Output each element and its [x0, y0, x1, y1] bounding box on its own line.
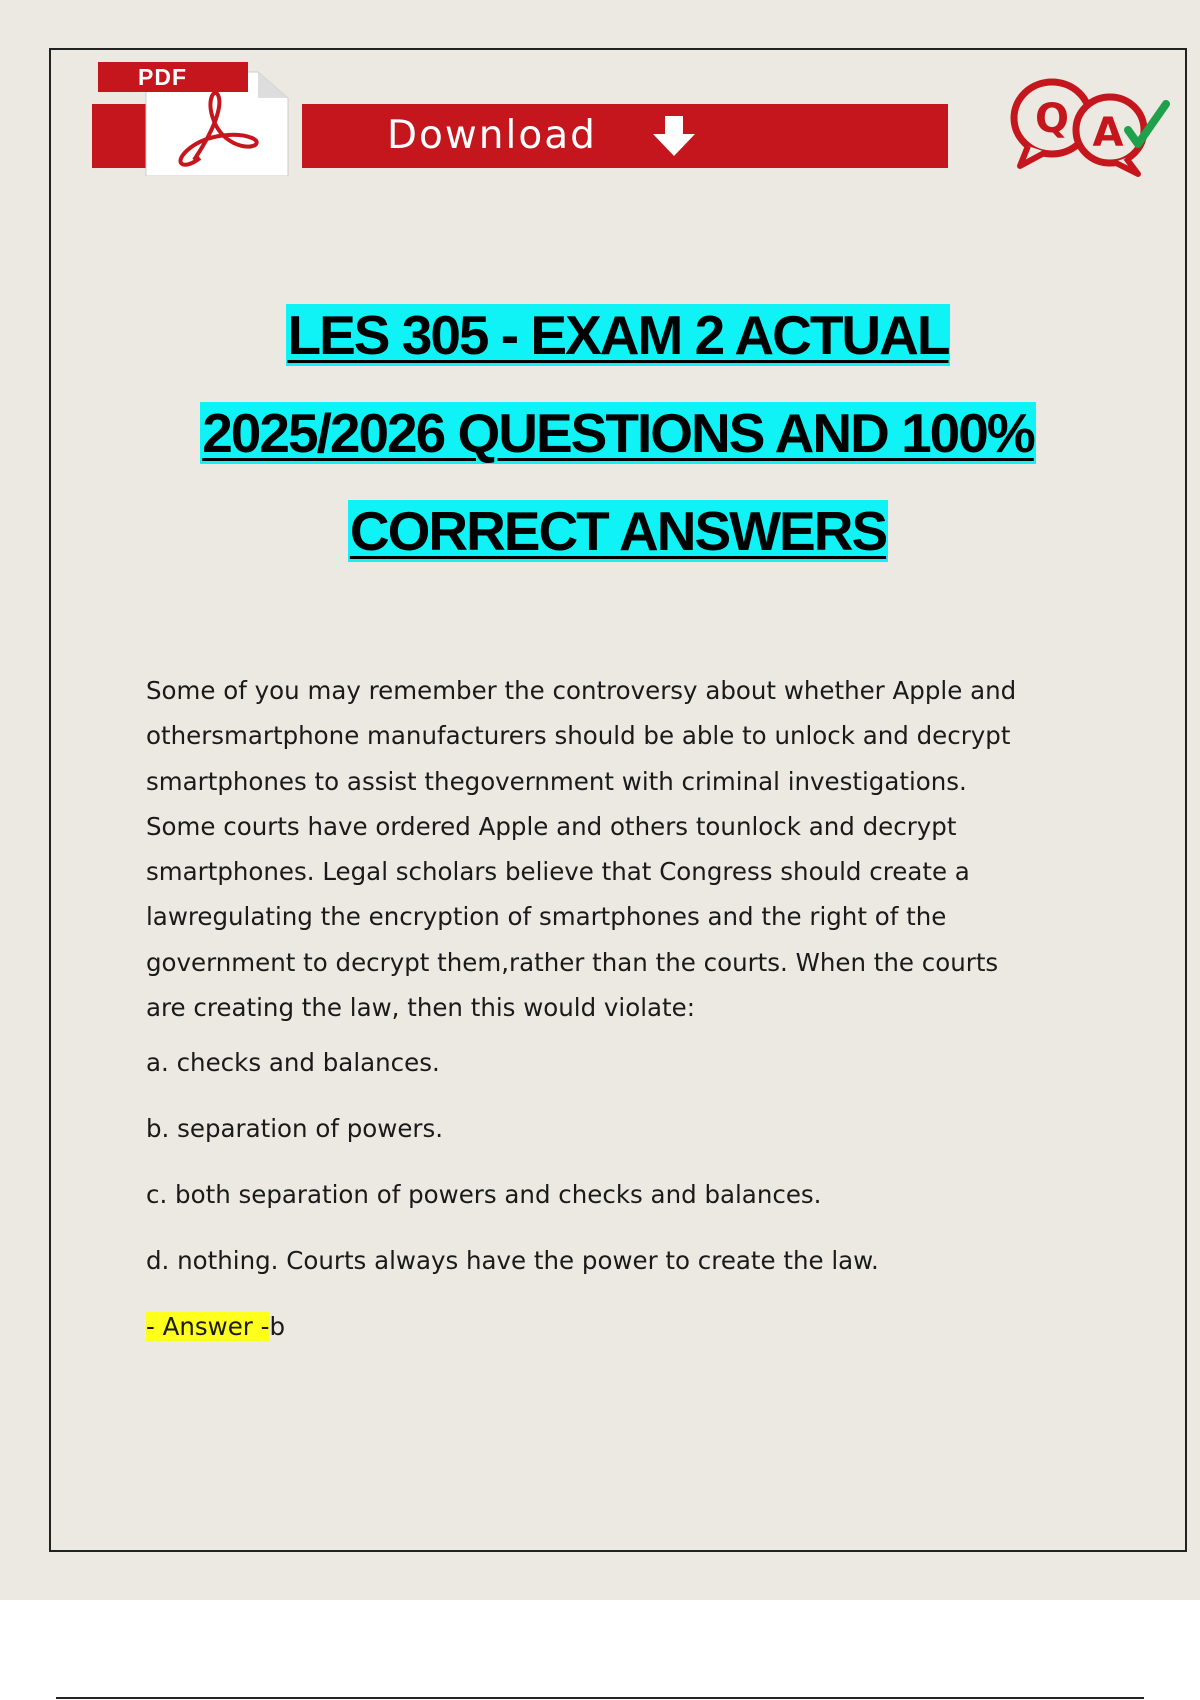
question-line: Some of you may remember the controversy about whether Apple and	[146, 676, 1017, 705]
option-a[interactable]: a. checks and balances.	[146, 1048, 440, 1078]
question-text	[146, 668, 1106, 1030]
title-line	[60, 488, 1176, 586]
answer-value: b	[269, 1312, 286, 1342]
answer-label: - Answer -	[146, 1312, 270, 1342]
question-block	[146, 668, 1106, 1360]
question-line: are creating the law, then this would violate:	[146, 993, 695, 1023]
option-b[interactable]: b. separation of powers.	[146, 1114, 444, 1144]
title-line	[60, 390, 1176, 488]
pdf-download-banner[interactable]	[90, 60, 860, 180]
title-line-text: LES 305 - EXAM 2 ACTUAL	[287, 304, 949, 366]
question-line: government to decrypt them,rather than the courts. When the courts	[146, 947, 999, 977]
qa-check-logo-icon	[1006, 74, 1170, 178]
title-line-text: CORRECT ANSWERS	[349, 500, 887, 562]
answer-line	[146, 1294, 1106, 1360]
download-bar[interactable]	[302, 104, 948, 168]
question-line: othersmartphone manufacturers should be able to unlock and decrypt	[146, 721, 1011, 751]
option-c[interactable]: c. both separation of powers and checks and balances.	[146, 1180, 822, 1210]
exam-title	[60, 292, 1176, 586]
bottom-divider	[56, 1697, 1144, 1699]
question-line: smartphones. Legal scholars believe that Congress should create a	[146, 857, 970, 887]
option-d[interactable]: d. nothing. Courts always have the power to create the law.	[146, 1246, 879, 1276]
question-line: lawregulating the encryption of smartphones and the right of the	[146, 902, 947, 932]
question-line: Some courts have ordered Apple and others tounlock and decrypt	[146, 811, 957, 841]
download-label: Download	[387, 113, 597, 158]
qa-logo-a: A	[1092, 110, 1124, 156]
title-line-text: 2025/2026 QUESTIONS AND 100%	[202, 402, 1034, 464]
qa-logo-q: Q	[1034, 96, 1070, 142]
download-arrow-icon	[649, 114, 699, 158]
title-line	[60, 292, 1176, 390]
question-line: smartphones to assist thegovernment with criminal investigations.	[146, 766, 967, 796]
pdf-tag: PDF	[98, 62, 248, 92]
